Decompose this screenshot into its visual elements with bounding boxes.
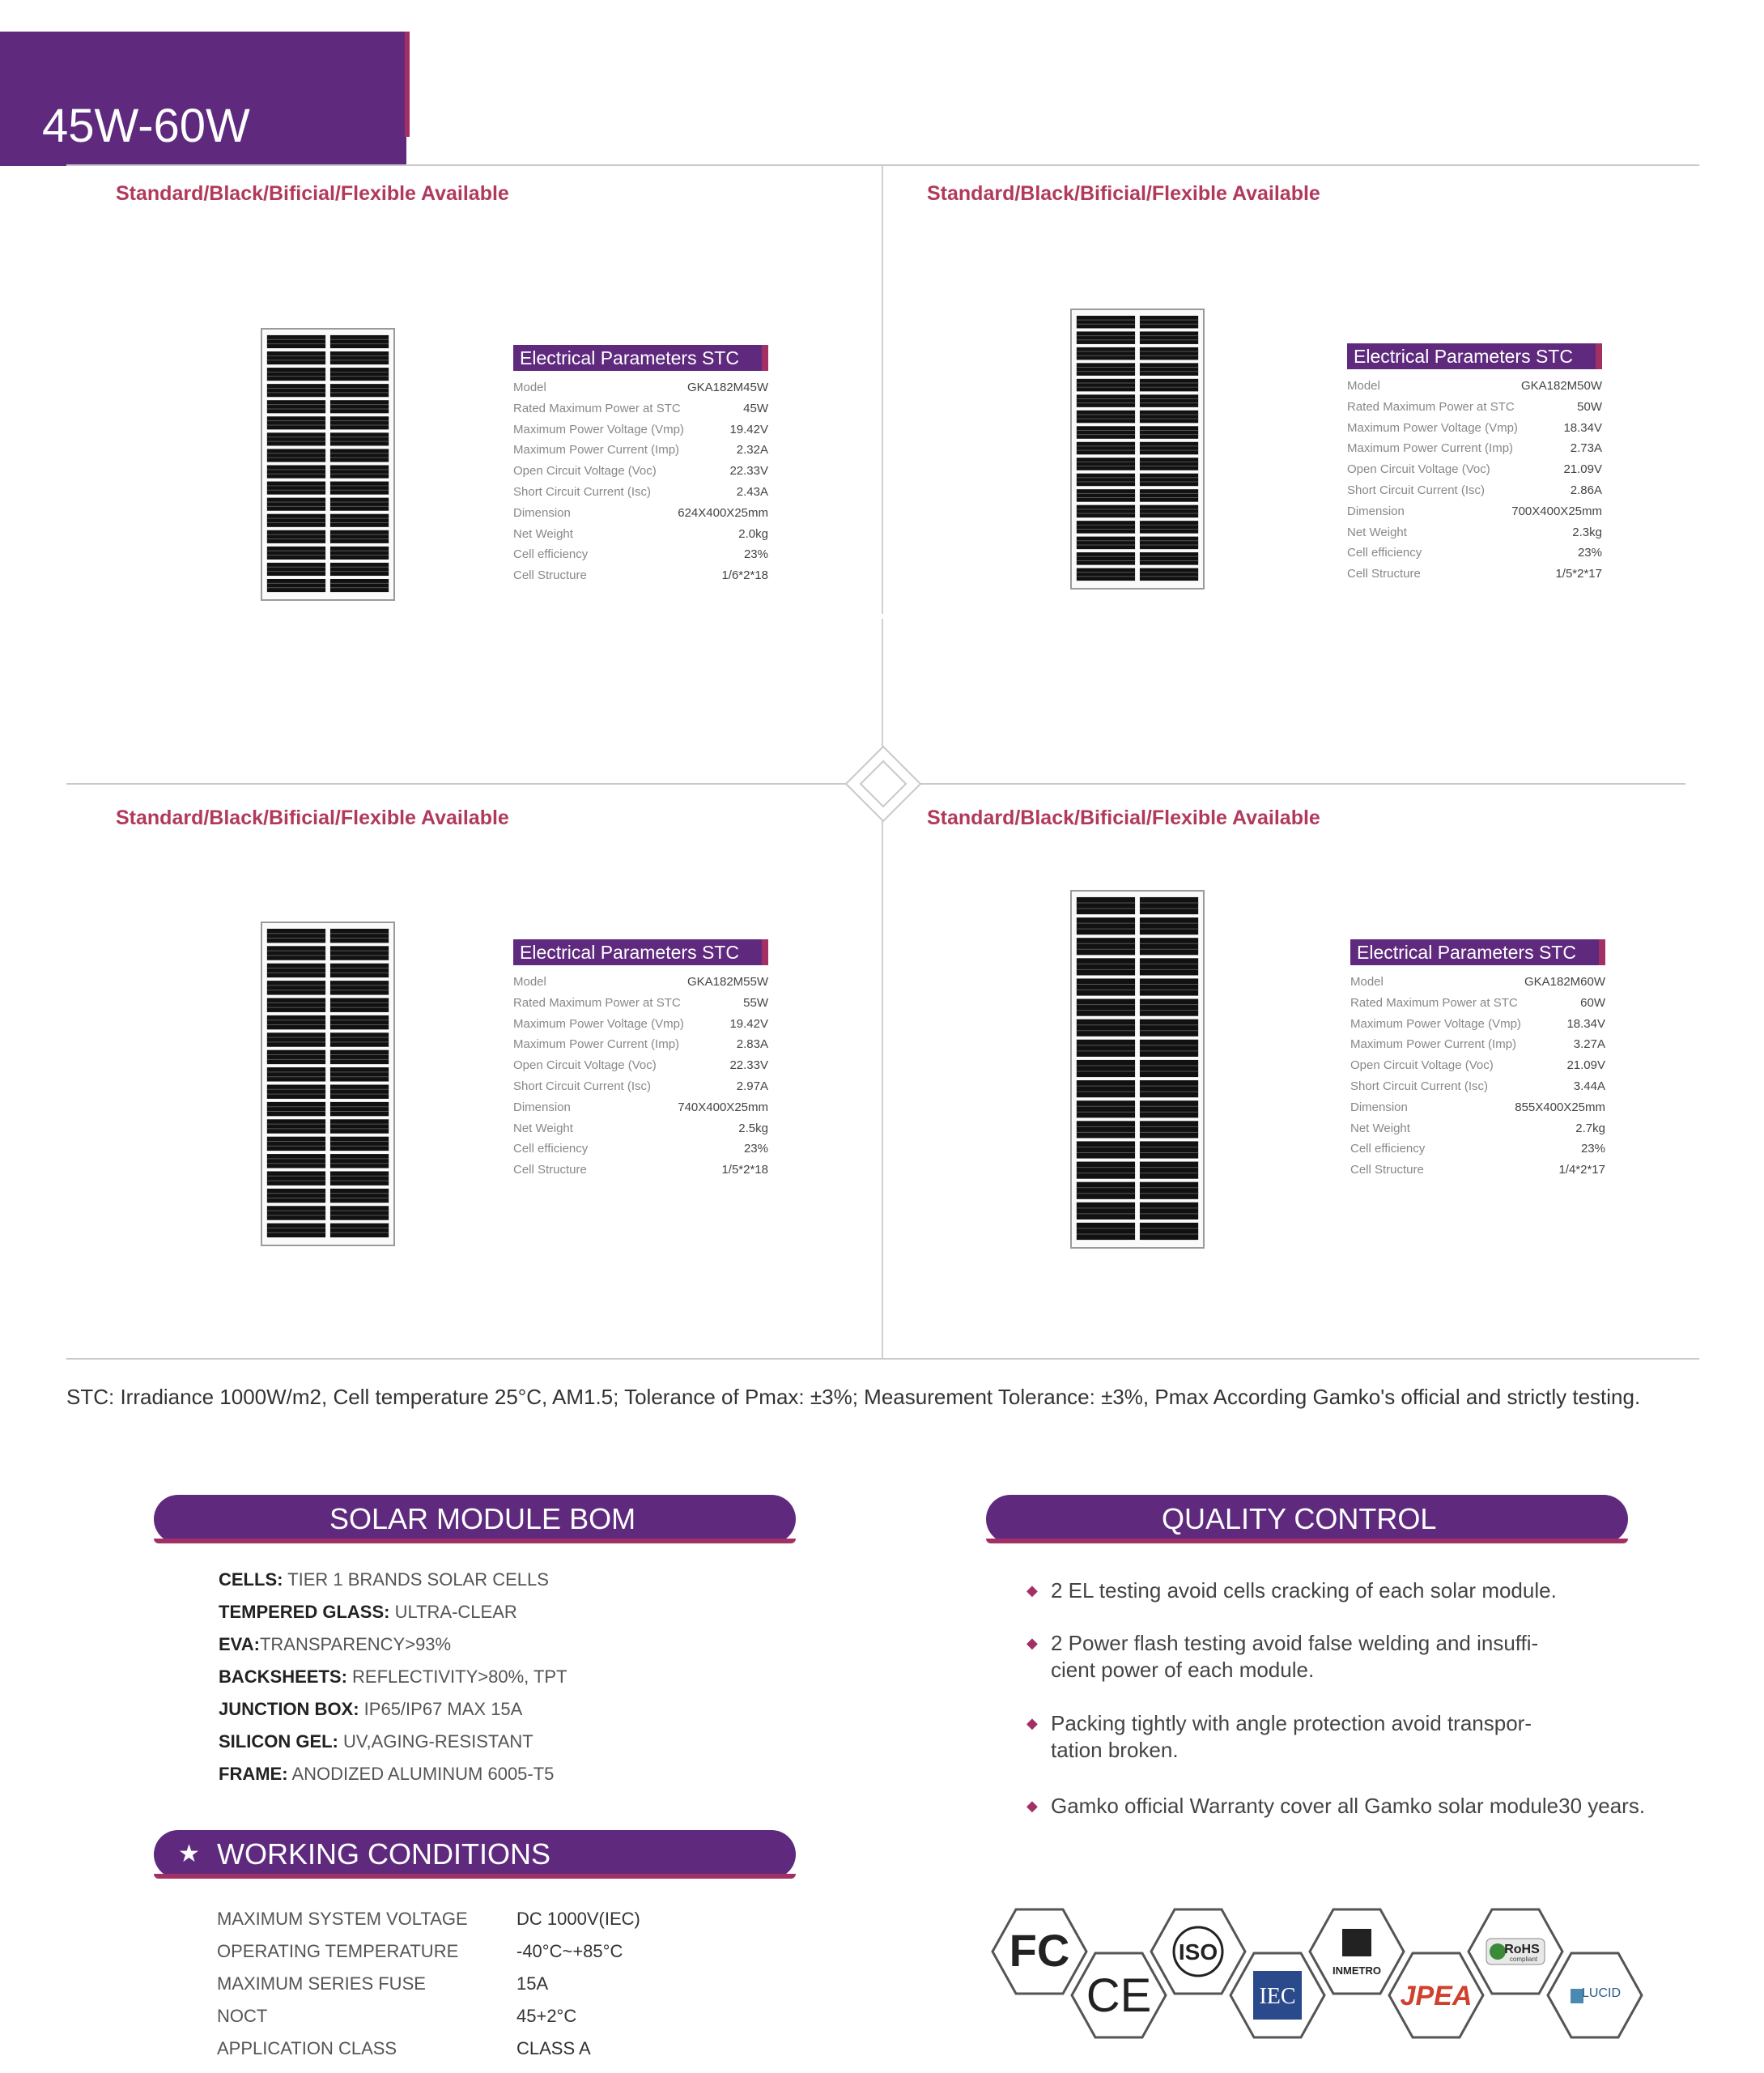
solar-cell <box>267 1137 325 1151</box>
param-row: Net Weight 2.3kg <box>1347 525 1602 539</box>
solar-cell <box>267 929 325 943</box>
solar-cell <box>330 1119 389 1133</box>
fc-logo-icon <box>993 1909 1086 1994</box>
star-icon: ★ <box>178 1841 200 1867</box>
param-row: Net Weight 2.7kg <box>1350 1121 1605 1135</box>
param-row: Maximum Power Voltage (Vmp) 18.34V <box>1347 420 1602 435</box>
solar-cell <box>1077 521 1135 534</box>
svg-text:JPEA: JPEA <box>1400 1981 1473 2011</box>
solar-cell <box>1140 505 1198 518</box>
working-row: APPLICATION CLASS CLASS A <box>217 2038 591 2058</box>
solar-cell <box>267 368 325 381</box>
solar-cell <box>330 432 389 445</box>
solar-cell <box>1140 411 1198 424</box>
solar-cell <box>1077 1100 1135 1117</box>
solar-cell <box>1077 917 1135 934</box>
ce-logo-icon <box>1072 1953 1166 2037</box>
solar-cell <box>330 368 389 381</box>
solar-cell <box>330 1206 389 1220</box>
solar-cell <box>1140 458 1198 470</box>
solar-cell <box>1077 442 1135 455</box>
page-title: 45W-60W <box>42 100 250 152</box>
solar-cell <box>267 335 325 348</box>
bom-title: SOLAR MODULE BOM <box>329 1502 636 1535</box>
working-row: MAXIMUM SERIES FUSE 15A <box>217 1973 549 1994</box>
bom-list <box>219 1564 567 1790</box>
solar-cell <box>1077 1223 1135 1240</box>
param-row: Dimension 855X400X25mm <box>1350 1100 1605 1114</box>
param-row: Cell Structure 1/4*2*17 <box>1350 1163 1605 1177</box>
solar-cell <box>1077 379 1135 392</box>
solar-cell <box>1077 568 1135 581</box>
param-row: Cell efficiency 23% <box>513 547 768 562</box>
vertical-divider-bottom <box>882 619 883 1358</box>
solar-cell <box>1077 1203 1135 1220</box>
svg-text:LUCID: LUCID <box>1581 1986 1622 2000</box>
solar-cell <box>330 981 389 994</box>
solar-cell <box>1140 1100 1198 1117</box>
availability-label: Standard/Black/Bificial/Flexible Available <box>927 807 1320 829</box>
solar-cell <box>1140 1080 1198 1097</box>
param-row: Cell Structure 1/5*2*17 <box>1347 567 1602 581</box>
solar-cell <box>1077 537 1135 550</box>
bottom-divider <box>66 1358 1699 1360</box>
diamond-ornament <box>843 743 924 824</box>
solar-cell <box>1077 489 1135 502</box>
param-row: Cell efficiency 23% <box>1347 546 1602 560</box>
solar-cell <box>1077 474 1135 487</box>
solar-cell <box>330 964 389 977</box>
param-row: Maximum Power Voltage (Vmp) 19.42V <box>513 422 768 436</box>
solar-cell <box>1140 1203 1198 1220</box>
qc-item: ◆ Gamko official Warranty cover all Gamko solar module30 years. <box>1027 1794 1646 1818</box>
param-row: Dimension 700X400X25mm <box>1347 504 1602 518</box>
solar-cell <box>1077 552 1135 565</box>
param-row: Model GKA182M60W <box>1350 975 1605 989</box>
solar-cell <box>1140 1141 1198 1158</box>
working-row: OPERATING TEMPERATURE -40°C~+85°C <box>217 1941 623 1961</box>
diamond-bullet-icon: ◆ <box>1027 1715 1038 1731</box>
solar-cell <box>1140 1060 1198 1077</box>
solar-cell <box>267 1015 325 1029</box>
solar-cell <box>1140 379 1198 392</box>
lucid-logo-icon <box>1548 1953 1642 2037</box>
certification-logos <box>986 1901 1650 2047</box>
solar-cell <box>330 563 389 576</box>
solar-panel-image <box>261 328 395 601</box>
parameter-table <box>513 345 768 586</box>
bom-item: JUNCTION BOX: IP65/IP67 MAX 15A <box>219 1699 523 1719</box>
param-row: Model GKA182M55W <box>513 975 768 989</box>
param-row: Short Circuit Current (Isc) 2.97A <box>513 1079 768 1093</box>
qc-item: ◆ Packing tightly with angle protection avoid transpor-tation broken. <box>1027 1711 1532 1762</box>
parameter-table-title: Electrical Parameters STC <box>513 939 768 965</box>
param-row: Short Circuit Current (Isc) 2.43A <box>513 484 768 499</box>
solar-cell <box>267 946 325 960</box>
solar-cell <box>267 514 325 527</box>
param-row: Maximum Power Voltage (Vmp) 18.34V <box>1350 1016 1605 1031</box>
solar-cell <box>330 449 389 462</box>
stc-note: STC: Irradiance 1000W/m2, Cell temperature 25°C, AM1.5; Tolerance of Pmax: ±3%; Measurement Tolerance: ±3%, Pmax According Gamko's official and strictly testing. <box>66 1385 1641 1409</box>
solar-cell <box>1077 458 1135 470</box>
availability-label: Standard/Black/Bificial/Flexible Available <box>927 182 1320 205</box>
solar-cell <box>267 579 325 592</box>
param-row: Open Circuit Voltage (Voc) 21.09V <box>1347 462 1602 477</box>
solar-cell <box>1140 552 1198 565</box>
jpea-logo-icon <box>1389 1953 1483 2037</box>
svg-text:CE: CE <box>1086 1969 1152 2022</box>
param-row: Maximum Power Current (Imp) 2.32A <box>513 443 768 458</box>
solar-cell <box>267 351 325 364</box>
solar-cell <box>1077 1121 1135 1138</box>
solar-cell <box>1077 363 1135 376</box>
param-row: Net Weight 2.0kg <box>513 526 768 541</box>
svg-text:INMETRO: INMETRO <box>1333 1964 1381 1977</box>
param-row: Cell efficiency 23% <box>1350 1142 1605 1156</box>
solar-cell <box>267 482 325 495</box>
solar-cell <box>330 530 389 543</box>
solar-cell <box>330 498 389 511</box>
diamond-bullet-icon: ◆ <box>1027 1635 1038 1651</box>
solar-cell <box>1077 1182 1135 1199</box>
solar-cell <box>1077 978 1135 995</box>
solar-cell <box>1140 426 1198 439</box>
solar-cell <box>1077 331 1135 344</box>
solar-cell <box>330 400 389 413</box>
working-table <box>217 1903 670 2065</box>
param-row: Maximum Power Current (Imp) 2.73A <box>1347 441 1602 456</box>
solar-cell <box>1077 1080 1135 1097</box>
availability-label: Standard/Black/Bificial/Flexible Available <box>116 182 509 205</box>
vertical-divider-top <box>882 166 883 614</box>
parameter-table <box>1350 939 1605 1181</box>
solar-cell <box>330 416 389 429</box>
working-row: MAXIMUM SYSTEM VOLTAGE DC 1000V(IEC) <box>217 1909 640 1929</box>
solar-cell <box>330 998 389 1012</box>
param-row: Cell Structure 1/5*2*18 <box>513 1163 768 1177</box>
solar-cell <box>1140 347 1198 360</box>
solar-cell <box>330 1050 389 1064</box>
bom-item: TEMPERED GLASS: ULTRA-CLEAR <box>219 1602 517 1622</box>
param-row: Rated Maximum Power at STC 45W <box>513 401 768 415</box>
param-row: Open Circuit Voltage (Voc) 22.33V <box>513 1058 768 1073</box>
bom-section-header <box>154 1495 796 1543</box>
param-row: Short Circuit Current (Isc) 2.86A <box>1347 483 1602 497</box>
solar-cell <box>1077 1141 1135 1158</box>
svg-text:FC: FC <box>1009 1925 1070 1976</box>
solar-cell <box>330 1171 389 1185</box>
solar-cell <box>1140 958 1198 975</box>
solar-panel-image <box>1070 309 1205 590</box>
svg-text:ISO: ISO <box>1178 1939 1218 1964</box>
solar-cell <box>330 547 389 560</box>
bom-item: EVA:TRANSPARENCY>93% <box>219 1634 452 1654</box>
param-row: Open Circuit Voltage (Voc) 22.33V <box>513 464 768 479</box>
solar-cell <box>267 432 325 445</box>
param-row: Cell Structure 1/6*2*18 <box>513 568 768 583</box>
solar-cell <box>1140 331 1198 344</box>
solar-cell <box>267 1154 325 1168</box>
bom-item: FRAME: ANODIZED ALUMINUM 6005-T5 <box>219 1764 555 1784</box>
solar-cell <box>1140 1182 1198 1199</box>
solar-cell <box>267 563 325 576</box>
solar-cell <box>1140 897 1198 914</box>
qc-title: QUALITY CONTROL <box>1162 1502 1437 1535</box>
solar-cell <box>1140 363 1198 376</box>
solar-cell <box>1140 394 1198 407</box>
parameter-table <box>513 939 768 1181</box>
solar-panel-image <box>1070 890 1205 1249</box>
solar-cell <box>1077 411 1135 424</box>
solar-cell <box>267 547 325 560</box>
solar-cell <box>1140 489 1198 502</box>
param-row: Dimension 624X400X25mm <box>513 505 768 520</box>
solar-cell <box>330 514 389 527</box>
param-row: Dimension 740X400X25mm <box>513 1100 768 1114</box>
solar-cell <box>267 1067 325 1081</box>
rohs-logo-icon <box>1469 1909 1562 1994</box>
iso-logo-icon <box>1151 1909 1245 1994</box>
solar-cell <box>1140 978 1198 995</box>
solar-panel-image <box>261 922 395 1246</box>
solar-cell <box>267 530 325 543</box>
param-row: Rated Maximum Power at STC 60W <box>1350 995 1605 1010</box>
solar-cell <box>267 981 325 994</box>
bom-item: BACKSHEETS: REFLECTIVITY>80%, TPT <box>219 1666 567 1687</box>
solar-cell <box>330 384 389 397</box>
solar-cell <box>1140 917 1198 934</box>
solar-cell <box>267 1084 325 1098</box>
solar-cell <box>267 384 325 397</box>
solar-cell <box>330 482 389 495</box>
parameter-table-title: Electrical Parameters STC <box>513 345 768 371</box>
solar-cell <box>267 998 325 1012</box>
solar-cell <box>267 416 325 429</box>
solar-cell <box>267 1119 325 1133</box>
solar-cell <box>267 400 325 413</box>
svg-text:RoHS: RoHS <box>1504 1943 1540 1956</box>
availability-label: Standard/Black/Bificial/Flexible Available <box>116 807 509 829</box>
svg-text:compliant: compliant <box>1509 1956 1538 1963</box>
parameter-table-title: Electrical Parameters STC <box>1347 343 1602 369</box>
solar-cell <box>1077 394 1135 407</box>
parameter-table <box>1347 343 1602 585</box>
solar-cell <box>330 1189 389 1203</box>
param-row: Open Circuit Voltage (Voc) 21.09V <box>1350 1058 1605 1073</box>
working-section-header <box>154 1830 796 1879</box>
solar-cell <box>330 1154 389 1168</box>
solar-cell <box>330 335 389 348</box>
param-row: Model GKA182M50W <box>1347 379 1602 393</box>
solar-cell <box>1140 1019 1198 1036</box>
solar-cell <box>267 1189 325 1203</box>
param-row: Maximum Power Current (Imp) 3.27A <box>1350 1037 1605 1052</box>
iec-logo-icon <box>1231 1953 1324 2037</box>
param-row: Model GKA182M45W <box>513 381 768 394</box>
solar-cell <box>1140 442 1198 455</box>
qc-item: ◆ 2 Power flash testing avoid false welding and insuffi-cient power of each module. <box>1027 1631 1539 1682</box>
solar-cell <box>330 929 389 943</box>
solar-cell <box>330 1224 389 1237</box>
solar-cell <box>1077 1162 1135 1179</box>
solar-cell <box>1140 568 1198 581</box>
solar-cell <box>330 1067 389 1081</box>
solar-cell <box>1140 1223 1198 1240</box>
param-row: Net Weight 2.5kg <box>513 1121 768 1135</box>
qc-item: ◆ 2 EL testing avoid cells cracking of each solar module. <box>1027 1578 1557 1603</box>
solar-cell <box>1077 999 1135 1016</box>
diamond-bullet-icon: ◆ <box>1027 1582 1038 1598</box>
solar-cell <box>1077 426 1135 439</box>
solar-cell <box>267 1032 325 1046</box>
solar-cell <box>330 1084 389 1098</box>
solar-cell <box>1077 1019 1135 1036</box>
solar-cell <box>267 465 325 478</box>
solar-cell <box>267 1102 325 1116</box>
svg-text:IEC: IEC <box>1259 1984 1296 2009</box>
solar-cell <box>1140 938 1198 955</box>
solar-cell <box>1077 316 1135 329</box>
param-row: Rated Maximum Power at STC 55W <box>513 995 768 1010</box>
solar-cell <box>267 1206 325 1220</box>
solar-cell <box>330 465 389 478</box>
param-row: Maximum Power Voltage (Vmp) 19.42V <box>513 1016 768 1031</box>
bom-item: SILICON GEL: UV,AGING-RESISTANT <box>219 1731 533 1752</box>
solar-cell <box>1077 1060 1135 1077</box>
param-row: Cell efficiency 23% <box>513 1142 768 1156</box>
qc-section-header <box>986 1495 1628 1543</box>
solar-cell <box>1077 1040 1135 1057</box>
solar-cell <box>1077 897 1135 914</box>
solar-cell <box>1077 505 1135 518</box>
diamond-bullet-icon: ◆ <box>1027 1798 1038 1814</box>
solar-cell <box>1077 347 1135 360</box>
solar-cell <box>1077 938 1135 955</box>
inmetro-logo-icon <box>1310 1909 1404 1994</box>
param-row: Short Circuit Current (Isc) 3.44A <box>1350 1079 1605 1093</box>
solar-cell <box>1077 958 1135 975</box>
working-row: NOCT 45+2°C <box>217 2006 577 2026</box>
parameter-table-title: Electrical Parameters STC <box>1350 939 1605 965</box>
solar-cell <box>1140 1121 1198 1138</box>
param-row: Rated Maximum Power at STC 50W <box>1347 399 1602 414</box>
solar-cell <box>1140 1040 1198 1057</box>
solar-cell <box>1140 521 1198 534</box>
solar-cell <box>1140 1162 1198 1179</box>
solar-cell <box>267 498 325 511</box>
header-accent-bar <box>405 32 410 137</box>
solar-cell <box>330 1032 389 1046</box>
working-title: WORKING CONDITIONS <box>217 1837 550 1871</box>
solar-cell <box>330 946 389 960</box>
solar-cell <box>1140 316 1198 329</box>
solar-cell <box>267 1171 325 1185</box>
param-row: Maximum Power Current (Imp) 2.83A <box>513 1037 768 1052</box>
bom-item: CELLS: TIER 1 BRANDS SOLAR CELLS <box>219 1569 549 1590</box>
solar-cell <box>1140 474 1198 487</box>
solar-cell <box>1140 537 1198 550</box>
solar-cell <box>330 579 389 592</box>
solar-cell <box>330 1137 389 1151</box>
solar-cell <box>267 1050 325 1064</box>
solar-cell <box>267 1224 325 1237</box>
solar-cell <box>330 351 389 364</box>
solar-cell <box>267 964 325 977</box>
solar-cell <box>267 449 325 462</box>
solar-cell <box>330 1015 389 1029</box>
solar-cell <box>1140 999 1198 1016</box>
solar-cell <box>330 1102 389 1116</box>
